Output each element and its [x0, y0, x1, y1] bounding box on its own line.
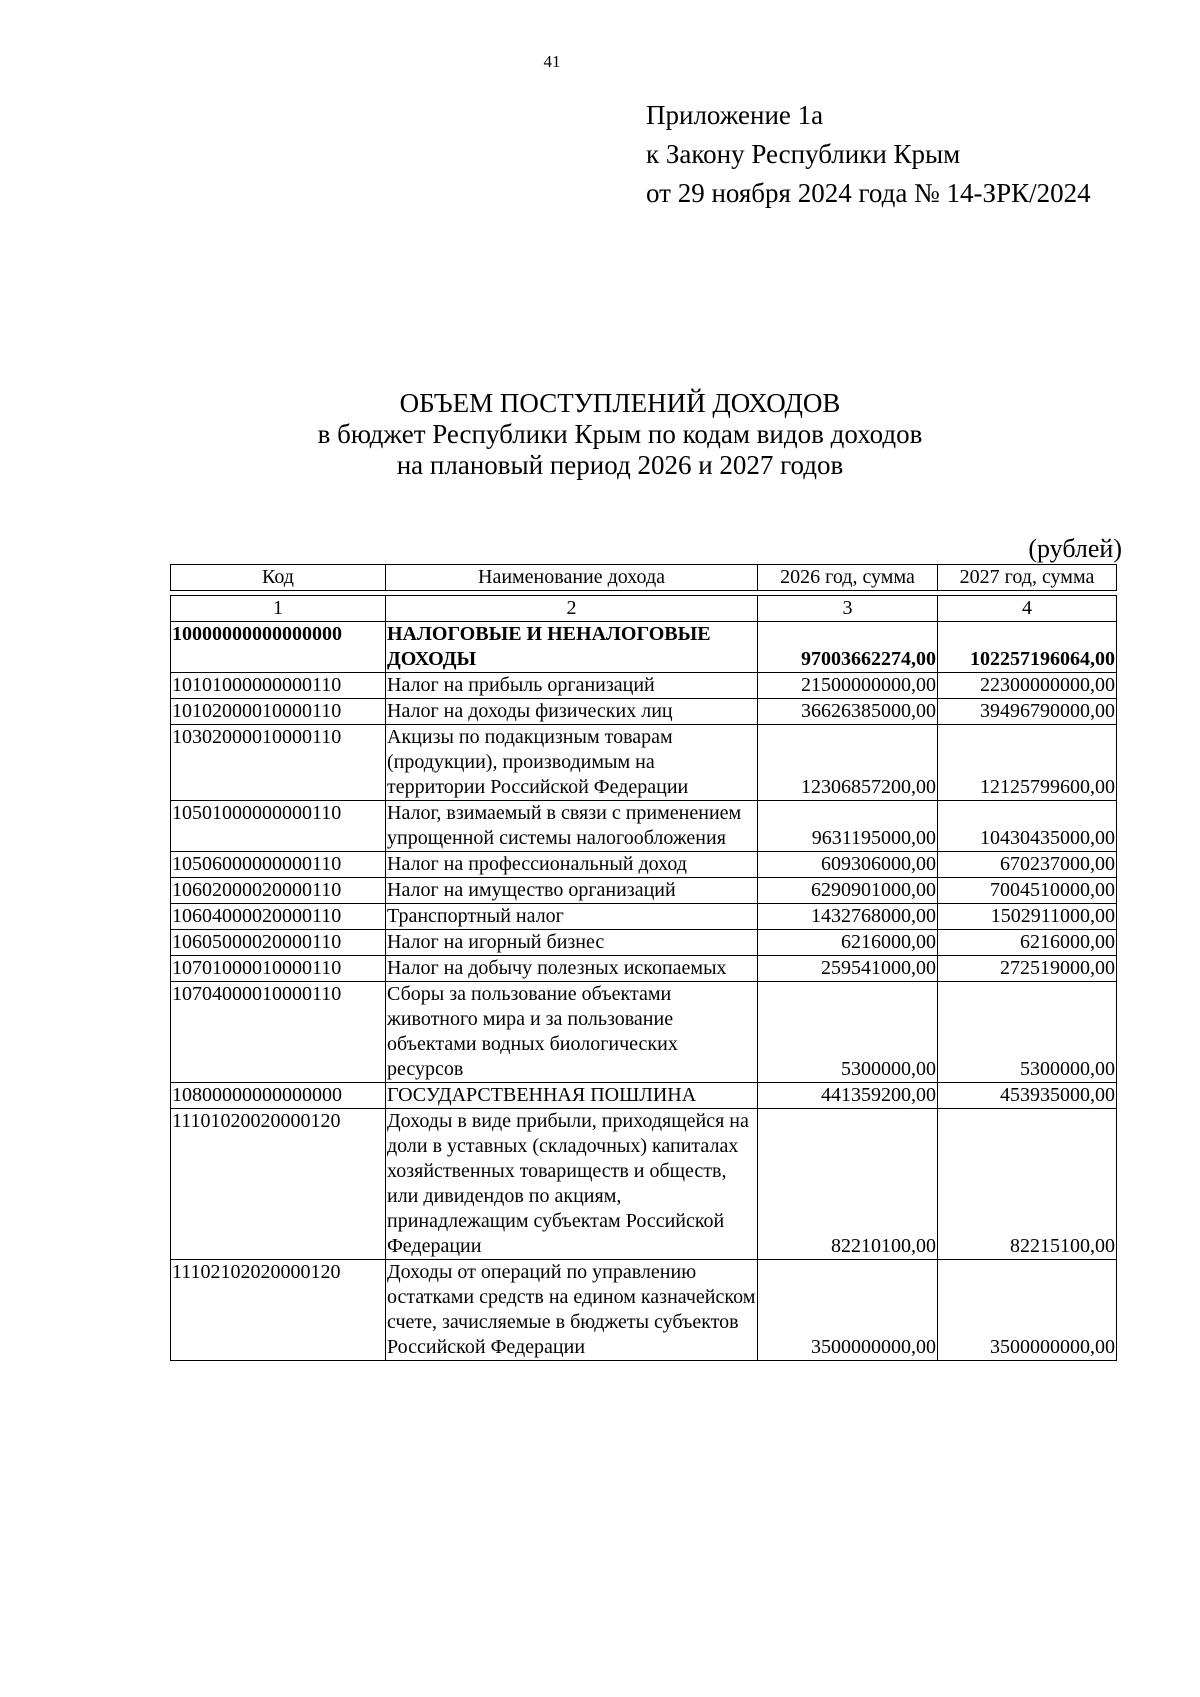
cell-name: Налог на профессиональный доход — [386, 852, 758, 878]
cell-name: Налог на имущество организаций — [386, 878, 758, 904]
cell-code: 10800000000000000 — [171, 1083, 386, 1109]
header-2026: 2026 год, сумма — [758, 565, 938, 591]
cell-amount-2027: 670237000,00 — [938, 852, 1117, 878]
cell-amount-2027: 102257196064,00 — [938, 622, 1117, 673]
cell-code: 10701000010000110 — [171, 956, 386, 982]
cell-amount-2026: 82210100,00 — [758, 1109, 938, 1260]
cell-amount-2027: 7004510000,00 — [938, 878, 1117, 904]
table-row — [171, 673, 1117, 699]
cell-code: 10000000000000000 — [171, 622, 386, 673]
table-row — [171, 801, 1117, 852]
cell-code: 10506000000000110 — [171, 852, 386, 878]
page-number: 41 — [543, 52, 561, 71]
cell-name: Налог на прибыль организаций — [386, 673, 758, 699]
column-number-row — [171, 596, 1117, 622]
cell-name: Транспортный налог — [386, 904, 758, 930]
table-row — [171, 982, 1117, 1083]
table-row — [171, 1109, 1117, 1260]
annex-line-2: к Закону Республики Крым — [646, 139, 961, 169]
cell-amount-2027: 272519000,00 — [938, 956, 1117, 982]
column-number: 2 — [386, 596, 758, 622]
cell-amount-2026: 6290901000,00 — [758, 878, 938, 904]
title-line-1: ОБЪЕМ ПОСТУПЛЕНИЙ ДОХОДОВ — [399, 388, 841, 418]
table-row — [171, 725, 1117, 801]
cell-name: Налог на игорный бизнес — [386, 930, 758, 956]
cell-code: 10501000000000110 — [171, 801, 386, 852]
cell-code: 11102102020000120 — [171, 1260, 386, 1361]
cell-amount-2026: 1432768000,00 — [758, 904, 938, 930]
cell-amount-2026: 97003662274,00 — [758, 622, 938, 673]
cell-code: 10605000020000110 — [171, 930, 386, 956]
cell-amount-2027: 12125799600,00 — [938, 725, 1117, 801]
column-number: 3 — [758, 596, 938, 622]
cell-code: 10102000010000110 — [171, 699, 386, 725]
cell-amount-2027: 82215100,00 — [938, 1109, 1117, 1260]
cell-code: 10101000000000110 — [171, 673, 386, 699]
cell-amount-2027: 6216000,00 — [938, 930, 1117, 956]
header-2027: 2027 год, сумма — [938, 565, 1117, 591]
cell-amount-2027: 39496790000,00 — [938, 699, 1117, 725]
cell-amount-2026: 441359200,00 — [758, 1083, 938, 1109]
cell-amount-2027: 1502911000,00 — [938, 904, 1117, 930]
cell-amount-2026: 9631195000,00 — [758, 801, 938, 852]
cell-amount-2026: 21500000000,00 — [758, 673, 938, 699]
cell-code: 11101020020000120 — [171, 1109, 386, 1260]
cell-code: 10602000020000110 — [171, 878, 386, 904]
column-number: 4 — [938, 596, 1117, 622]
title-line-3: на плановый период 2026 и 2027 годов — [396, 450, 844, 480]
document-title — [0, 388, 1200, 481]
cell-code: 10302000010000110 — [171, 725, 386, 801]
cell-code: 10704000010000110 — [171, 982, 386, 1083]
cell-name: Налог на добычу полезных ископаемых — [386, 956, 758, 982]
annex-line-3: от 29 ноября 2024 года № 14-ЗРК/2024 — [646, 178, 1091, 208]
cell-name: Акцизы по подакцизным товарам (продукции), производимым на территории Российской Федерации — [386, 725, 758, 801]
cell-amount-2026: 36626385000,00 — [758, 699, 938, 725]
annex-line-1: Приложение 1а — [646, 100, 824, 130]
table-row — [171, 622, 1117, 673]
cell-amount-2027: 10430435000,00 — [938, 801, 1117, 852]
cell-amount-2027: 453935000,00 — [938, 1083, 1117, 1109]
revenue-table — [170, 564, 1117, 1361]
cell-name: Налог, взимаемый в связи с применением упрощенной системы налогообложения — [386, 801, 758, 852]
cell-amount-2026: 5300000,00 — [758, 982, 938, 1083]
table-row — [171, 930, 1117, 956]
table-row — [171, 1083, 1117, 1109]
cell-name: Доходы от операций по управлению остатками средств на едином казначейском счете, зачисляемые в бюджеты субъектов Российской Федерации — [386, 1260, 758, 1361]
cell-name: НАЛОГОВЫЕ И НЕНАЛОГОВЫЕ ДОХОДЫ — [386, 622, 758, 673]
cell-name: ГОСУДАРСТВЕННАЯ ПОШЛИНА — [386, 1083, 758, 1109]
table-row — [171, 1260, 1117, 1361]
table-row — [171, 878, 1117, 904]
cell-name: Доходы в виде прибыли, приходящейся на доли в уставных (складочных) капиталах хозяйственных товариществ и обществ, или дивидендов по акциям, принадлежащим субъектам Российской Федерации — [386, 1109, 758, 1260]
cell-code: 10604000020000110 — [171, 904, 386, 930]
table-row — [171, 852, 1117, 878]
header-code: Код — [171, 565, 386, 591]
units-label: (рублей) — [1028, 534, 1122, 563]
cell-amount-2026: 3500000000,00 — [758, 1260, 938, 1361]
cell-name: Налог на доходы физических лиц — [386, 699, 758, 725]
table-row — [171, 904, 1117, 930]
table-row — [171, 956, 1117, 982]
table-header-row — [171, 565, 1117, 591]
cell-amount-2026: 6216000,00 — [758, 930, 938, 956]
cell-amount-2026: 12306857200,00 — [758, 725, 938, 801]
cell-amount-2026: 609306000,00 — [758, 852, 938, 878]
title-line-2: в бюджет Республики Крым по кодам видов доходов — [317, 419, 923, 449]
cell-amount-2027: 5300000,00 — [938, 982, 1117, 1083]
cell-amount-2027: 3500000000,00 — [938, 1260, 1117, 1361]
table-row — [171, 699, 1117, 725]
cell-amount-2026: 259541000,00 — [758, 956, 938, 982]
header-name: Наименование дохода — [386, 565, 758, 591]
annex-block — [646, 96, 1091, 213]
cell-amount-2027: 22300000000,00 — [938, 673, 1117, 699]
column-number: 1 — [171, 596, 386, 622]
cell-name: Сборы за пользование объектами животного мира и за пользование объектами водных биологических ресурсов — [386, 982, 758, 1083]
